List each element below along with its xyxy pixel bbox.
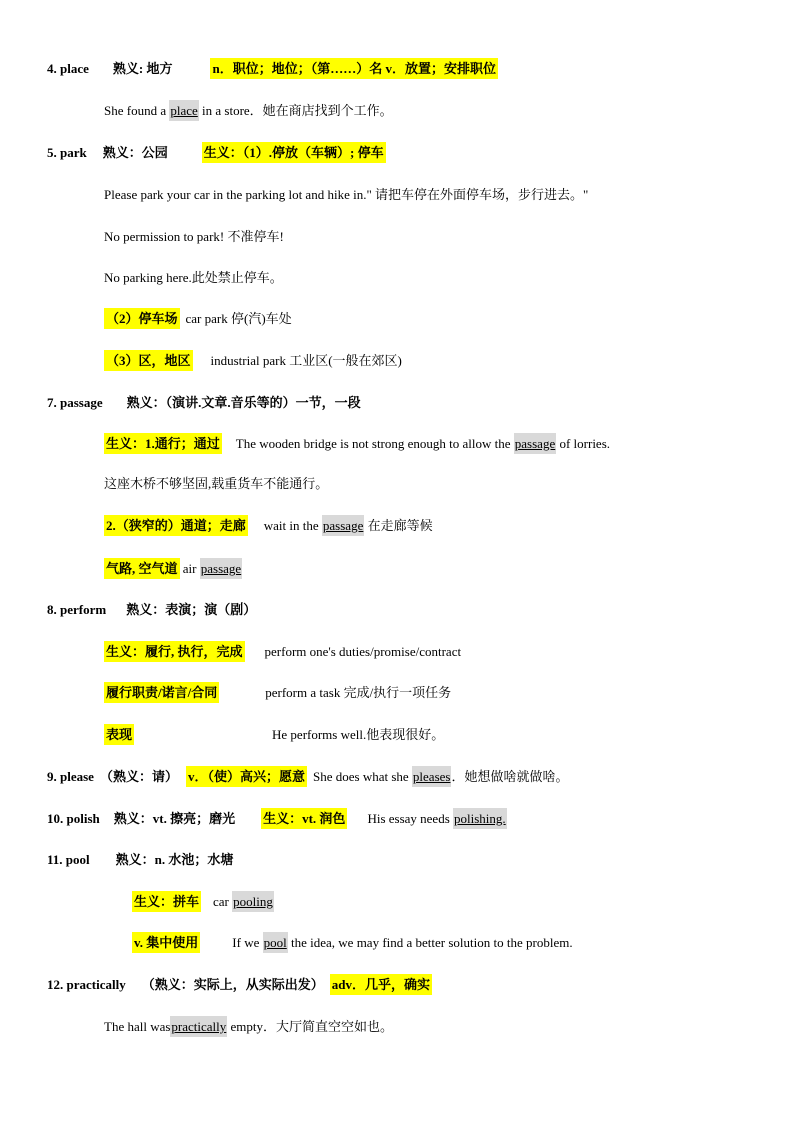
entry-passage-sense-2: 2.（狭窄的）通道；走廊 wait in the passage 在走廊等候 (104, 516, 433, 536)
new-meaning-highlight: 生义：vt. 润色 (261, 808, 347, 829)
entry-number-word: 4. place (47, 61, 89, 76)
entry-passage-header (47, 393, 361, 413)
sense-label-highlight: （2）停车场 (104, 308, 180, 329)
entry-place-header (47, 59, 498, 79)
key-word: passage (514, 433, 556, 454)
new-meaning-highlight: n．职位；地位；（第……）名 v．放置；安排职位 (210, 58, 497, 79)
entry-pool-sense-2: v. 集中使用 If we pool the idea, we may find a better solution to the problem. (132, 933, 573, 953)
key-word: pooling (232, 891, 274, 912)
known-meaning: 熟义：表演；演（剧） (126, 602, 257, 617)
entry-pool-sense-1: 生义：拼车 car pooling (132, 892, 274, 912)
entry-number-word: 7. passage (47, 395, 103, 410)
key-word: place (169, 100, 198, 121)
known-meaning: 熟义：（演讲.文章.音乐等的）一节，一段 (126, 395, 361, 410)
sense-label-highlight: v. 集中使用 (132, 932, 200, 953)
known-meaning: 熟义: 地方 (112, 61, 173, 76)
entry-park-sense-2: （2）停车场 car park 停(汽)车处 (104, 309, 292, 329)
entry-park-example-1: Please park your car in the parking lot and hike in." 请把车停在外面停车场，步行进去。" (104, 187, 589, 202)
sense-label-highlight: 履行职责/诺言/合同 (104, 682, 219, 703)
sense-label-highlight: 气路, 空气道 (104, 558, 180, 579)
entry-number-word: 12. practically (47, 977, 126, 992)
entry-number-word: 5. park (47, 145, 87, 160)
entry-passage-sense-1-cn: 这座木桥不够坚固,载重货车不能通行。 (104, 476, 329, 491)
new-meaning-highlight: adv．几乎，确实 (330, 974, 432, 995)
sense-label-highlight: 生义：履行, 执行，完成 (104, 641, 245, 662)
sense-label-highlight: 表现 (104, 724, 134, 745)
entry-polish: 10. polish 熟义：vt. 擦亮；磨光 生义：vt. 润色 His essay needs polishing. (47, 809, 507, 829)
entry-perform-sense-3: 表现 He performs well.他表现很好。 (104, 725, 444, 745)
sense-label-highlight: 2.（狭窄的）通道；走廊 (104, 515, 248, 536)
entry-number-word: 10. polish (47, 811, 100, 826)
new-meaning-highlight: 生义：（1）.停放（车辆）; 停车 (202, 142, 386, 163)
entry-please: 9. please （熟义：请） v．（使）高兴；愿意 She does what she pleases．她想做啥就做啥。 (47, 767, 568, 787)
entry-number-word: 9. please (47, 769, 94, 784)
sense-label-highlight: 生义：拼车 (132, 891, 201, 912)
sense-label-highlight: 生义：1.通行；通过 (104, 433, 222, 454)
entry-perform-sense-2: 履行职责/诺言/合同 perform a task 完成/执行一项任务 (104, 683, 451, 703)
entry-park-header (47, 143, 386, 163)
known-meaning: （熟义：实际上，从实际出发） (141, 977, 324, 992)
entry-passage-sense-1: 生义：1.通行；通过 The wooden bridge is not strong enough to allow the passage of lorries. (104, 434, 610, 454)
known-meaning: 熟义：vt. 擦亮；磨光 (113, 811, 236, 826)
entry-number-word: 8. perform (47, 602, 107, 617)
entry-park-example-2: No permission to park! 不准停车! (104, 229, 284, 244)
new-meaning-highlight: v．（使）高兴；愿意 (186, 766, 307, 787)
key-word: pool (263, 932, 288, 953)
entry-passage-sense-3: 气路, 空气道 air passage (104, 559, 242, 579)
key-word: passage (322, 515, 364, 536)
key-word: practically (170, 1016, 227, 1037)
entry-number-word: 11. pool (47, 852, 90, 867)
entry-perform-header (47, 600, 256, 620)
known-meaning: （熟义：请） (99, 769, 178, 784)
entry-park-example-3: No parking here.此处禁止停车。 (104, 270, 283, 285)
entry-place-example: She found a place in a store．她在商店找到个工作。 (104, 101, 393, 121)
key-word: polishing. (453, 808, 507, 829)
key-word: passage (200, 558, 242, 579)
entry-perform-sense-1: 生义：履行, 执行，完成 perform one's duties/promise/contract (104, 642, 461, 662)
entry-park-sense-3: （3）区，地区 industrial park 工业区(一般在郊区) (104, 351, 402, 371)
known-meaning: 熟义：公园 (102, 145, 168, 160)
known-meaning: 熟义：n. 水池；水塘 (115, 852, 234, 867)
entry-practically-header (47, 975, 432, 995)
entry-pool-header (47, 850, 233, 870)
entry-practically-example: The hall waspractically empty．大厅简直空空如也。 (104, 1017, 393, 1037)
sense-label-highlight: （3）区，地区 (104, 350, 193, 371)
key-word: pleases (412, 766, 452, 787)
